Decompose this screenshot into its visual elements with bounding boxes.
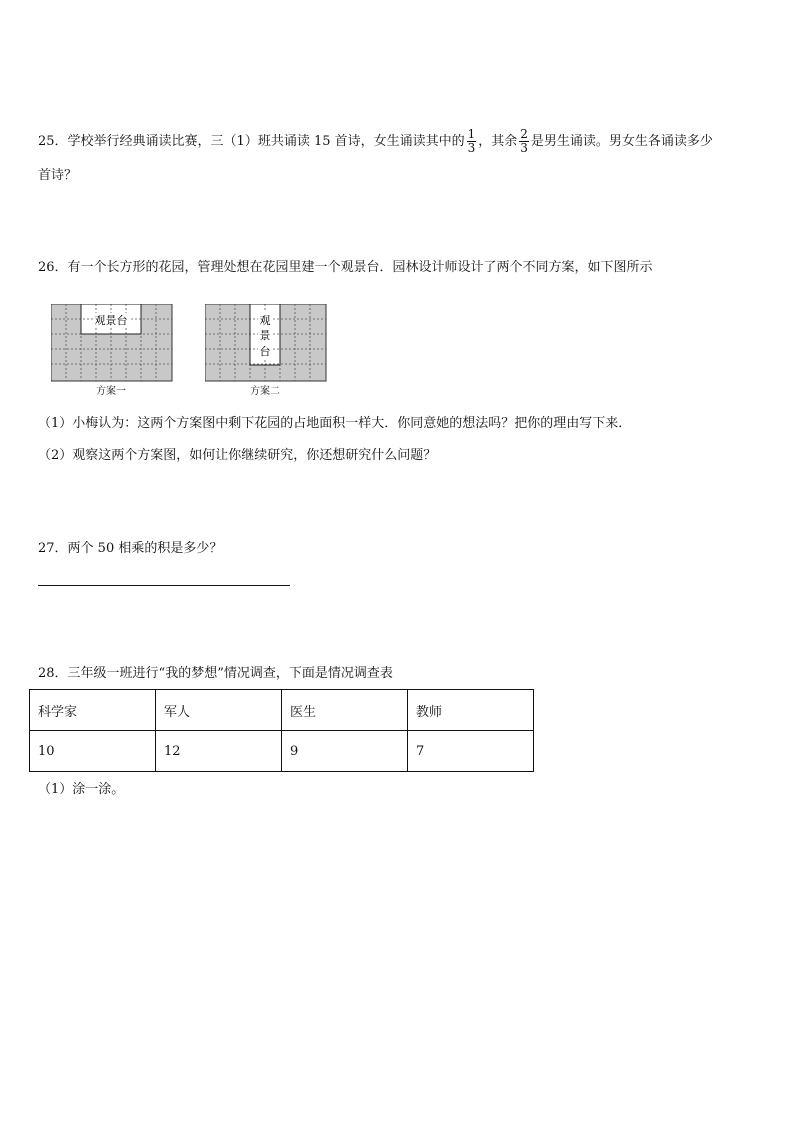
plan1-label: 观景台: [94, 314, 128, 327]
q26-question: 26．有一个长方形的花园，管理处想在花园里建一个观景台．园林设计师设计了两个不同方案，如下图所示: [38, 260, 653, 275]
table-cell: 7: [408, 731, 534, 772]
q28-sub1: （1）涂一涂。: [38, 782, 125, 797]
table-header-row: [30, 690, 534, 731]
q25-text-b: ，其余: [478, 134, 518, 149]
table-cell: 10: [30, 731, 156, 772]
q28-question: 28．三年级一班进行“我的梦想”情况调查，下面是情况调查表: [38, 666, 393, 681]
table-header-cell: 科学家: [30, 690, 156, 731]
q25-text-c: 是男生诵读。男女生各诵读多少: [530, 134, 713, 149]
q27-answer-line[interactable]: [38, 585, 290, 586]
survey-table: [29, 689, 534, 772]
q25-fraction-1: $\frac{1}{3}$: [467, 127, 476, 155]
plan2-caption: 方案二: [250, 386, 280, 397]
q26-sub1: （1）小梅认为：这两个方案图中剩下花园的占地面积一样大．你同意她的想法吗？把你的理由写下来．: [38, 416, 632, 431]
q25-line1: [38, 128, 713, 155]
plan2-diagram: [205, 304, 327, 382]
table-header-cell: 医生: [282, 690, 408, 731]
q25-fraction-2: $\frac{2}{3}$: [520, 127, 528, 155]
q26-sub2: （2）观察这两个方案图，如何让你继续研究，你还想研究什么问题？: [38, 448, 437, 463]
table-header-cell: 教师: [408, 690, 534, 731]
table-cell: 9: [282, 731, 408, 772]
plan2-label-char-3: 台: [259, 345, 271, 358]
plan1-diagram: [51, 304, 173, 382]
q25-line2: 首诗？: [38, 168, 78, 183]
q25-text-a: 25．学校举行经典诵读比赛，三（1）班共诵读 15 首诗，女生诵读其中的: [38, 134, 465, 149]
plan2-label-char-1: 观: [259, 314, 271, 327]
table-header-cell: 军人: [156, 690, 282, 731]
q27-question: 27．两个 50 相乘的积是多少？: [38, 541, 223, 556]
plan1-caption: 方案一: [96, 386, 126, 397]
table-cell: 12: [156, 731, 282, 772]
plan2-label-char-2: 景: [259, 329, 271, 342]
table-row: [30, 731, 534, 772]
